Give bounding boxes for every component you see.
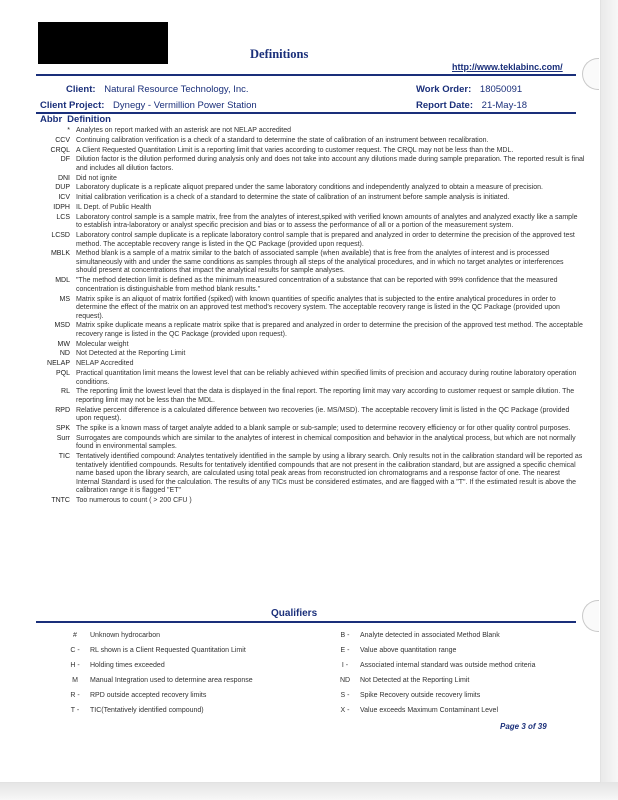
- definition-text: IL Dept. of Public Health: [76, 204, 152, 212]
- definition-text: Matrix spike duplicate means a replicate matrix spike that is prepared and analyzed in order to determine the precision of the approved test method. The acceptable recovery range is listed in the QC Package (provided upon request).: [76, 322, 583, 338]
- definition-abbr: IDPH: [53, 204, 70, 212]
- definition-abbr: ND: [59, 350, 70, 358]
- definition-abbr: MBLK: [50, 250, 70, 258]
- definition-row: [30, 296, 585, 322]
- definition-abbr: CCV: [55, 136, 70, 144]
- qualifier-item: [60, 632, 160, 640]
- page-title: Definitions: [250, 47, 309, 61]
- definitions-list: [30, 127, 585, 507]
- qualifier-text: RPD outside accepted recovery limits: [90, 692, 207, 699]
- qualifiers-title: Qualifiers: [271, 608, 318, 619]
- qualifier-text: Spike Recovery outside recovery limits: [360, 692, 481, 699]
- definition-abbr: TNTC: [51, 496, 70, 504]
- qualifier-text: Value exceeds Maximum Contaminant Level: [360, 707, 498, 714]
- definition-abbr: ICV: [58, 194, 70, 202]
- definition-row: [30, 350, 585, 359]
- qualifier-text: Holding times exceeded: [90, 662, 165, 669]
- definition-row: [30, 453, 585, 496]
- qualifier-symbol: H -: [70, 662, 80, 669]
- client-label: Client:: [66, 84, 96, 95]
- definition-abbr: LCSD: [51, 232, 70, 240]
- qualifier-text: Associated internal standard was outside method criteria: [360, 662, 536, 669]
- client-value: Natural Resource Technology, Inc.: [104, 84, 249, 95]
- definition-text: Laboratory control sample duplicate is a replicate laboratory control sample that is prepared and analyzed in order to determine the precision of the approved test method. The acceptable recovery range is listed in the QC Package (provided upon request).: [76, 232, 575, 248]
- definition-text: Tentatively identified compound: Analytes tentatively identified in the sample by using a library search. Only results not in the calibration standard will be reported as tentatively identified compounds. Results for tentatively identified compounds that are not present in the calibration standard, but are assigned a specific chemical name based upon the library search, are calculated using total peak areas from reconstructed ion chromatograms and a response factor of one. The nearest Internal Standard is used for the calculation. The results of any TICs must be considered estimates, and are flagged with a "T". If the estimated result is above the calibration range it is flagged "ET": [76, 453, 583, 495]
- abbr-column-label: Abbr: [40, 114, 63, 125]
- definition-abbr: DF: [60, 156, 70, 164]
- definition-abbr: RL: [61, 388, 70, 396]
- qualifier-item: [60, 692, 206, 700]
- definition-row: [30, 127, 585, 136]
- definition-row: [30, 232, 585, 249]
- qualifier-symbol: B -: [340, 632, 350, 639]
- definition-row: [30, 322, 585, 339]
- qualifier-symbol: S -: [340, 692, 350, 699]
- definition-row: [30, 497, 585, 506]
- definition-text: Laboratory control sample is a sample matrix, free from the analytes of interest,spiked with verified known amounts of analytes and analyzed exactly like a sample to establish intra-laboratory or analyst specific precision and bias or to assess the performance of all or a portion of the measurement system.: [76, 213, 578, 230]
- definition-abbr: MW: [57, 340, 70, 348]
- page-shadow-right: [600, 0, 618, 782]
- definition-abbr: Surr: [56, 434, 70, 442]
- project-row: [40, 100, 257, 111]
- report-date-row: [416, 100, 527, 111]
- definition-row: [30, 156, 585, 173]
- qualifier-symbol: #: [73, 632, 77, 639]
- qualifier-item: [330, 692, 480, 700]
- definition-text: Initial calibration verification is a check of a standard to determine the state of calibration of an instrument before sample analysis is initiated.: [76, 194, 510, 202]
- definition-row: [30, 137, 585, 146]
- qualifier-text: TIC(Tentatively identified compound): [90, 707, 204, 714]
- project-value: Dynegy - Vermillion Power Station: [113, 100, 257, 111]
- definition-abbr: TIC: [58, 453, 70, 461]
- definition-row: [30, 250, 585, 276]
- definition-text: Practical quantitation limit means the lowest level that can be reliably achieved within specified limits of precision and accuracy during routine laboratory operation conditions.: [76, 370, 577, 386]
- qualifier-text: Value above quantitation range: [360, 647, 457, 654]
- definition-text: Analytes on report marked with an asterisk are not NELAP accredited: [76, 127, 292, 134]
- definition-row: [30, 425, 585, 434]
- definition-abbr: SPK: [55, 424, 70, 432]
- redacted-logo: [38, 22, 168, 64]
- qualifiers-rule: [36, 621, 576, 623]
- definition-text: Laboratory duplicate is a replicate aliquot prepared under the same laboratory conditions and independently analyzed to obtain a measure of precision.: [76, 184, 543, 192]
- report-date-label: Report Date:: [416, 100, 474, 111]
- qualifier-symbol: I -: [341, 662, 349, 669]
- qualifier-text: RL shown is a Client Requested Quantitation Limit: [90, 647, 246, 654]
- definition-row: [30, 435, 585, 452]
- page-number: Page 3 of 39: [500, 722, 547, 731]
- definition-row: [30, 214, 585, 231]
- header-rule-bottom: [36, 112, 576, 114]
- definition-text: Dilution factor is the dilution performed during analysis only and does not take into account any dilutions made during sample preparation. The reported result is final and includes all dilution factors.: [76, 156, 585, 172]
- qualifier-symbol: E -: [340, 647, 350, 654]
- definition-text: The spike is a known mass of target analyte added to a blank sample or sub-sample; used to determine recovery efficiency or for other quality control purposes.: [76, 424, 571, 432]
- definition-text: NELAP Accredited: [76, 360, 134, 368]
- definition-abbr: DNI: [57, 174, 70, 182]
- definition-abbr: PQL: [55, 370, 70, 378]
- qualifier-item: [60, 707, 204, 715]
- definition-abbr: NELAP: [47, 360, 70, 368]
- qualifier-symbol: C -: [70, 647, 80, 654]
- work-order-row: [416, 84, 522, 95]
- definition-column-label: Definition: [67, 114, 111, 125]
- qualifier-symbol: X -: [340, 707, 350, 714]
- work-order-value: 18050091: [479, 84, 523, 95]
- definition-abbr: DUP: [55, 184, 70, 192]
- definition-text: Too numerous to count ( > 200 CFU ): [76, 496, 192, 504]
- definition-text: Molecular weight: [76, 340, 129, 348]
- definition-text: A Client Requested Quantitation Limit is a reporting limit that varies according to customer request. The CRQL may not be less than the MDL.: [76, 146, 514, 154]
- qualifier-symbol: ND: [339, 677, 351, 684]
- report-date-value: 21-May-18: [481, 100, 528, 111]
- binder-curl: [582, 600, 599, 632]
- definition-abbr: LCS: [56, 213, 70, 221]
- qualifier-item: [330, 677, 469, 685]
- definition-row: [30, 277, 585, 294]
- definition-text: Not Detected at the Reporting Limit: [76, 350, 186, 358]
- qualifier-item: [60, 677, 253, 685]
- definition-text: Surrogates are compounds which are similar to the analytes of interest in chemical composition and behavior in the analytical process, but which are not normally found in environmental samples.: [76, 434, 576, 451]
- definition-row: [30, 341, 585, 350]
- definition-text: "The method detection limit is defined as the minimum measured concentration of a substance that can be reported with 99% confidence that the measured concentration is distinguishable from method blank results.": [76, 277, 558, 293]
- definition-abbr: CRQL: [50, 146, 70, 154]
- definition-text: Continuing calibration verification is a check of a standard to determine the state of calibration of an instrument between recalibration.: [76, 136, 489, 144]
- website-link[interactable]: http://www.teklabinc.com/: [452, 62, 563, 72]
- definition-abbr: MDL: [55, 277, 70, 285]
- work-order-label: Work Order:: [416, 84, 472, 95]
- definition-text: Did not ignite: [76, 174, 117, 182]
- qualifier-item: [60, 647, 246, 655]
- project-label: Client Project:: [40, 100, 105, 111]
- definition-text: Method blank is a sample of a matrix similar to the batch of associated sample (when available) that is free from the analytes of interest and is processed simultaneously with and under the same conditions as samples through all steps of the analytical procedures, and in which no target analytes or interferences should present at concentrations that impact the analytical results for sample analyses.: [76, 250, 564, 275]
- qualifier-symbol: T -: [70, 707, 80, 714]
- definition-row: [30, 194, 585, 203]
- qualifier-item: [330, 662, 535, 670]
- qualifier-item: [330, 647, 456, 655]
- definition-row: [30, 184, 585, 193]
- page-shadow-bottom: [0, 782, 618, 800]
- definition-row: [30, 407, 585, 424]
- definition-row: [30, 147, 585, 156]
- qualifier-text: Not Detected at the Reporting Limit: [360, 677, 470, 684]
- definition-text: Relative percent difference is a calculated difference between two recoveries (ie. MS/MSD). The acceptable recovery limit is listed in the QC Package (provided upon request).: [76, 406, 570, 423]
- qualifier-text: Unknown hydrocarbon: [90, 632, 161, 639]
- definition-text: The reporting limit the lowest level that the data is displayed in the final report. The reporting limit may vary according to customer request or sample dilution. The reporting limit may not be less than the MDL.: [76, 388, 575, 404]
- qualifier-symbol: M: [72, 677, 78, 684]
- qualifier-item: [330, 707, 498, 715]
- definition-abbr: MSD: [54, 322, 70, 330]
- qualifier-text: Manual Integration used to determine area response: [90, 677, 253, 684]
- binder-curl: [582, 58, 599, 90]
- qualifier-text: Analyte detected in associated Method Blank: [360, 632, 500, 639]
- client-row: [66, 84, 249, 95]
- definitions-column-header: [40, 114, 116, 125]
- qualifier-item: [330, 632, 500, 640]
- definition-row: [30, 204, 585, 213]
- qualifier-item: [60, 662, 165, 670]
- qualifier-symbol: R -: [70, 692, 80, 699]
- definition-row: [30, 370, 585, 387]
- definition-text: Matrix spike is an aliquot of matrix fortified (spiked) with known quantities of specific analytes that is subjected to the entire analytical procedures in order to determine the effect of the matrix on an approved test method's recovery system. The acceptable recovery range is listed in the QC Package (provided upon request).: [76, 295, 560, 320]
- definition-abbr: MS: [59, 295, 70, 303]
- definition-abbr: RPD: [55, 406, 70, 414]
- definition-row: [30, 175, 585, 184]
- definition-row: [30, 360, 585, 369]
- definition-abbr: *: [67, 127, 70, 134]
- header-rule-top: [36, 74, 576, 76]
- definition-row: [30, 388, 585, 405]
